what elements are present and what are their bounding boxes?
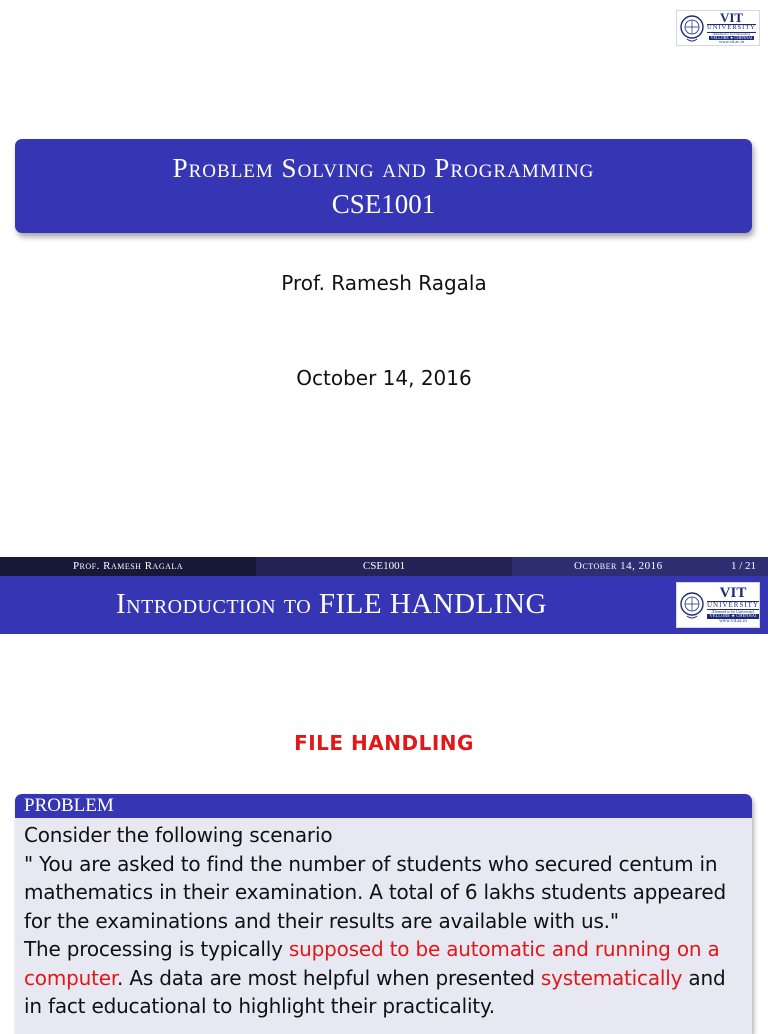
highlight-text: supposed to be automatic and running on a computer (24, 937, 720, 990)
presentation-title: Problem Solving and Programming (172, 153, 595, 183)
logo-locations: VELLORE ★ CHENNAI (710, 35, 753, 41)
scenario-intro: Consider the following scenario (24, 823, 333, 847)
logo-tagline: (Deemed to be University) (712, 31, 751, 36)
footer-course: CSE1001 (256, 557, 512, 576)
footer-page-number: 1 / 21 (730, 560, 756, 572)
paragraph-text: The processing is typically (24, 937, 289, 961)
frame-title: Introduction to FILE HANDLING (116, 588, 547, 620)
problem-block-title: PROBLEM (15, 794, 752, 818)
logo-website: www.vit.ac.in (719, 618, 747, 624)
slide-footer (0, 557, 768, 576)
vit-logo (676, 10, 760, 46)
vit-logo-header (676, 582, 760, 628)
logo-name: VIT (719, 10, 744, 26)
paragraph-text: and in fact educational to highlight their practicality. (24, 965, 726, 1018)
logo-website: www.vit.ac.in (718, 39, 745, 45)
logo-tagline: (Deemed to be University) (711, 609, 755, 615)
problem-block-body (15, 818, 752, 1034)
logo-university: UNIVERSITY (707, 601, 759, 610)
highlight-text: systematically (540, 965, 683, 990)
logo-name: VIT (719, 585, 747, 602)
frame-header (0, 576, 768, 634)
section-heading: FILE HANDLING (294, 731, 474, 755)
processing-paragraph (24, 935, 743, 1021)
logo-university: UNIVERSITY (707, 24, 756, 32)
problem-block (15, 794, 752, 1034)
footer-right (512, 557, 768, 576)
logo-locations: VELLORE ★ CHENNAI (709, 613, 757, 619)
presentation-date: October 14, 2016 (296, 366, 472, 390)
author-name: Prof. Ramesh Ragala (281, 271, 487, 295)
scenario-quote: " You are asked to find the number of students who secured centum in mathematics in their examination. A total of 6 lakhs students appeared for the examinations and their results are available with us." (24, 851, 726, 933)
vit-emblem-icon (679, 589, 705, 621)
title-box (15, 139, 752, 233)
footer-date: October 14, 2016 (574, 560, 663, 572)
presentation-subtitle: CSE1001 (331, 189, 436, 219)
paragraph-text: . As data are most helpful when presented (117, 965, 541, 990)
footer-author: Prof. Ramesh Ragala (0, 557, 256, 576)
vit-emblem-icon (679, 13, 705, 43)
